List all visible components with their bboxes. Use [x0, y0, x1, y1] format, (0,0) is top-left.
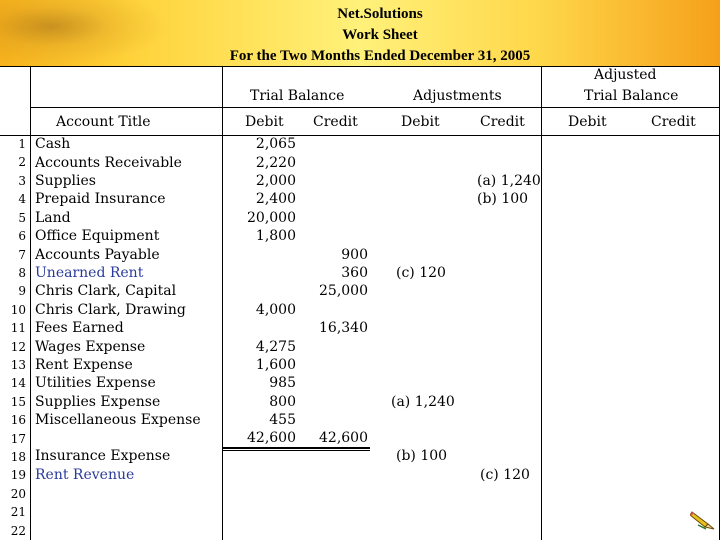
account-name: Supplies — [35, 173, 96, 189]
trial-balance-header: Trial Balance — [250, 88, 345, 104]
row-number: 5 — [18, 211, 26, 225]
atb-credit-header: Credit — [651, 114, 696, 130]
grid-line — [30, 107, 719, 108]
account-name: Accounts Payable — [35, 247, 160, 263]
period-title: For the Two Months Ended December 31, 2005 — [229, 48, 531, 64]
row-number: 6 — [18, 229, 26, 243]
adj-debit-header: Debit — [401, 114, 440, 130]
tb-debit-value: 1,600 — [255, 357, 296, 373]
account-name: Supplies Expense — [35, 394, 161, 410]
tb-debit-value: 4,275 — [255, 339, 296, 355]
adj-credit-value: (a) 1,240 — [477, 173, 541, 189]
tb-debit-value: 20,000 — [247, 210, 296, 226]
tb-credit-value: 900 — [341, 247, 368, 263]
row-number: 14 — [10, 376, 26, 390]
tb-credit-total: 42,600 — [319, 430, 368, 446]
account-name: Utilities Expense — [35, 375, 156, 391]
adj-debit-value: (b) 100 — [396, 448, 448, 464]
row-number: 18 — [10, 450, 26, 464]
account-name: Rent Expense — [35, 357, 133, 373]
tb-credit-value: 25,000 — [319, 283, 368, 299]
report-title: Work Sheet — [342, 27, 418, 43]
total-underline — [222, 450, 370, 451]
row-number: 10 — [10, 303, 26, 317]
account-name: Chris Clark, Capital — [35, 283, 177, 299]
tb-credit-value: 16,340 — [319, 320, 368, 336]
account-name: Land — [35, 210, 71, 226]
tb-credit-value: 360 — [341, 265, 368, 281]
pencil-icon — [690, 508, 716, 534]
adj-credit-value: (b) 100 — [477, 191, 529, 207]
adj-debit-value: (c) 120 — [396, 265, 446, 281]
adjusted-header-line1: Adjusted — [594, 67, 657, 83]
account-name: Insurance Expense — [35, 448, 171, 464]
row-number: 16 — [10, 413, 26, 427]
tb-debit-header: Debit — [245, 114, 284, 130]
tb-debit-value: 2,220 — [255, 155, 296, 171]
account-name: Miscellaneous Expense — [35, 412, 201, 428]
row-number: 19 — [10, 468, 26, 482]
account-title-header: Account Title — [56, 114, 151, 130]
row-number: 4 — [18, 192, 26, 206]
row-number: 1 — [18, 137, 26, 151]
account-name: Accounts Receivable — [35, 155, 182, 171]
row-number: 2 — [18, 155, 26, 169]
atb-debit-header: Debit — [568, 114, 607, 130]
grid-line — [541, 66, 542, 540]
account-name: Chris Clark, Drawing — [35, 302, 186, 318]
account-name: Office Equipment — [35, 228, 160, 244]
grid-line — [0, 135, 719, 136]
row-number: 13 — [10, 358, 26, 372]
adj-credit-value: (c) 120 — [480, 467, 530, 483]
tb-debit-value: 2,065 — [255, 136, 296, 152]
row-number: 8 — [18, 266, 26, 280]
grid-line — [30, 66, 31, 540]
row-number: 17 — [10, 432, 26, 446]
row-number: 20 — [10, 487, 26, 501]
adjusted-header-line2: Trial Balance — [584, 88, 679, 104]
row-number: 11 — [10, 321, 26, 335]
grid-line — [222, 66, 223, 540]
row-number: 22 — [10, 524, 26, 538]
tb-debit-value: 2,400 — [255, 191, 296, 207]
tb-debit-value: 985 — [269, 375, 296, 391]
account-name: Wages Expense — [35, 339, 146, 355]
row-number: 12 — [10, 340, 26, 354]
row-number: 21 — [10, 505, 26, 519]
tb-credit-header: Credit — [313, 114, 358, 130]
adj-credit-header: Credit — [480, 114, 525, 130]
tb-debit-value: 4,000 — [255, 302, 296, 318]
account-name: Unearned Rent — [35, 265, 144, 281]
tb-debit-value: 800 — [269, 394, 296, 410]
account-name: Prepaid Insurance — [35, 191, 166, 207]
row-number: 7 — [18, 248, 26, 262]
company-title: Net.Solutions — [337, 6, 423, 22]
tb-debit-total: 42,600 — [247, 430, 296, 446]
account-name: Fees Earned — [35, 320, 124, 336]
row-number: 3 — [18, 174, 26, 188]
tb-debit-value: 1,800 — [255, 228, 296, 244]
account-name: Cash — [35, 136, 71, 152]
row-number: 9 — [18, 284, 26, 298]
adj-debit-value: (a) 1,240 — [391, 394, 455, 410]
total-underline — [222, 447, 370, 449]
tb-debit-value: 2,000 — [255, 173, 296, 189]
adjustments-header: Adjustments — [413, 88, 502, 104]
tb-debit-value: 455 — [269, 412, 296, 428]
row-number: 15 — [10, 395, 26, 409]
account-name: Rent Revenue — [35, 467, 135, 483]
